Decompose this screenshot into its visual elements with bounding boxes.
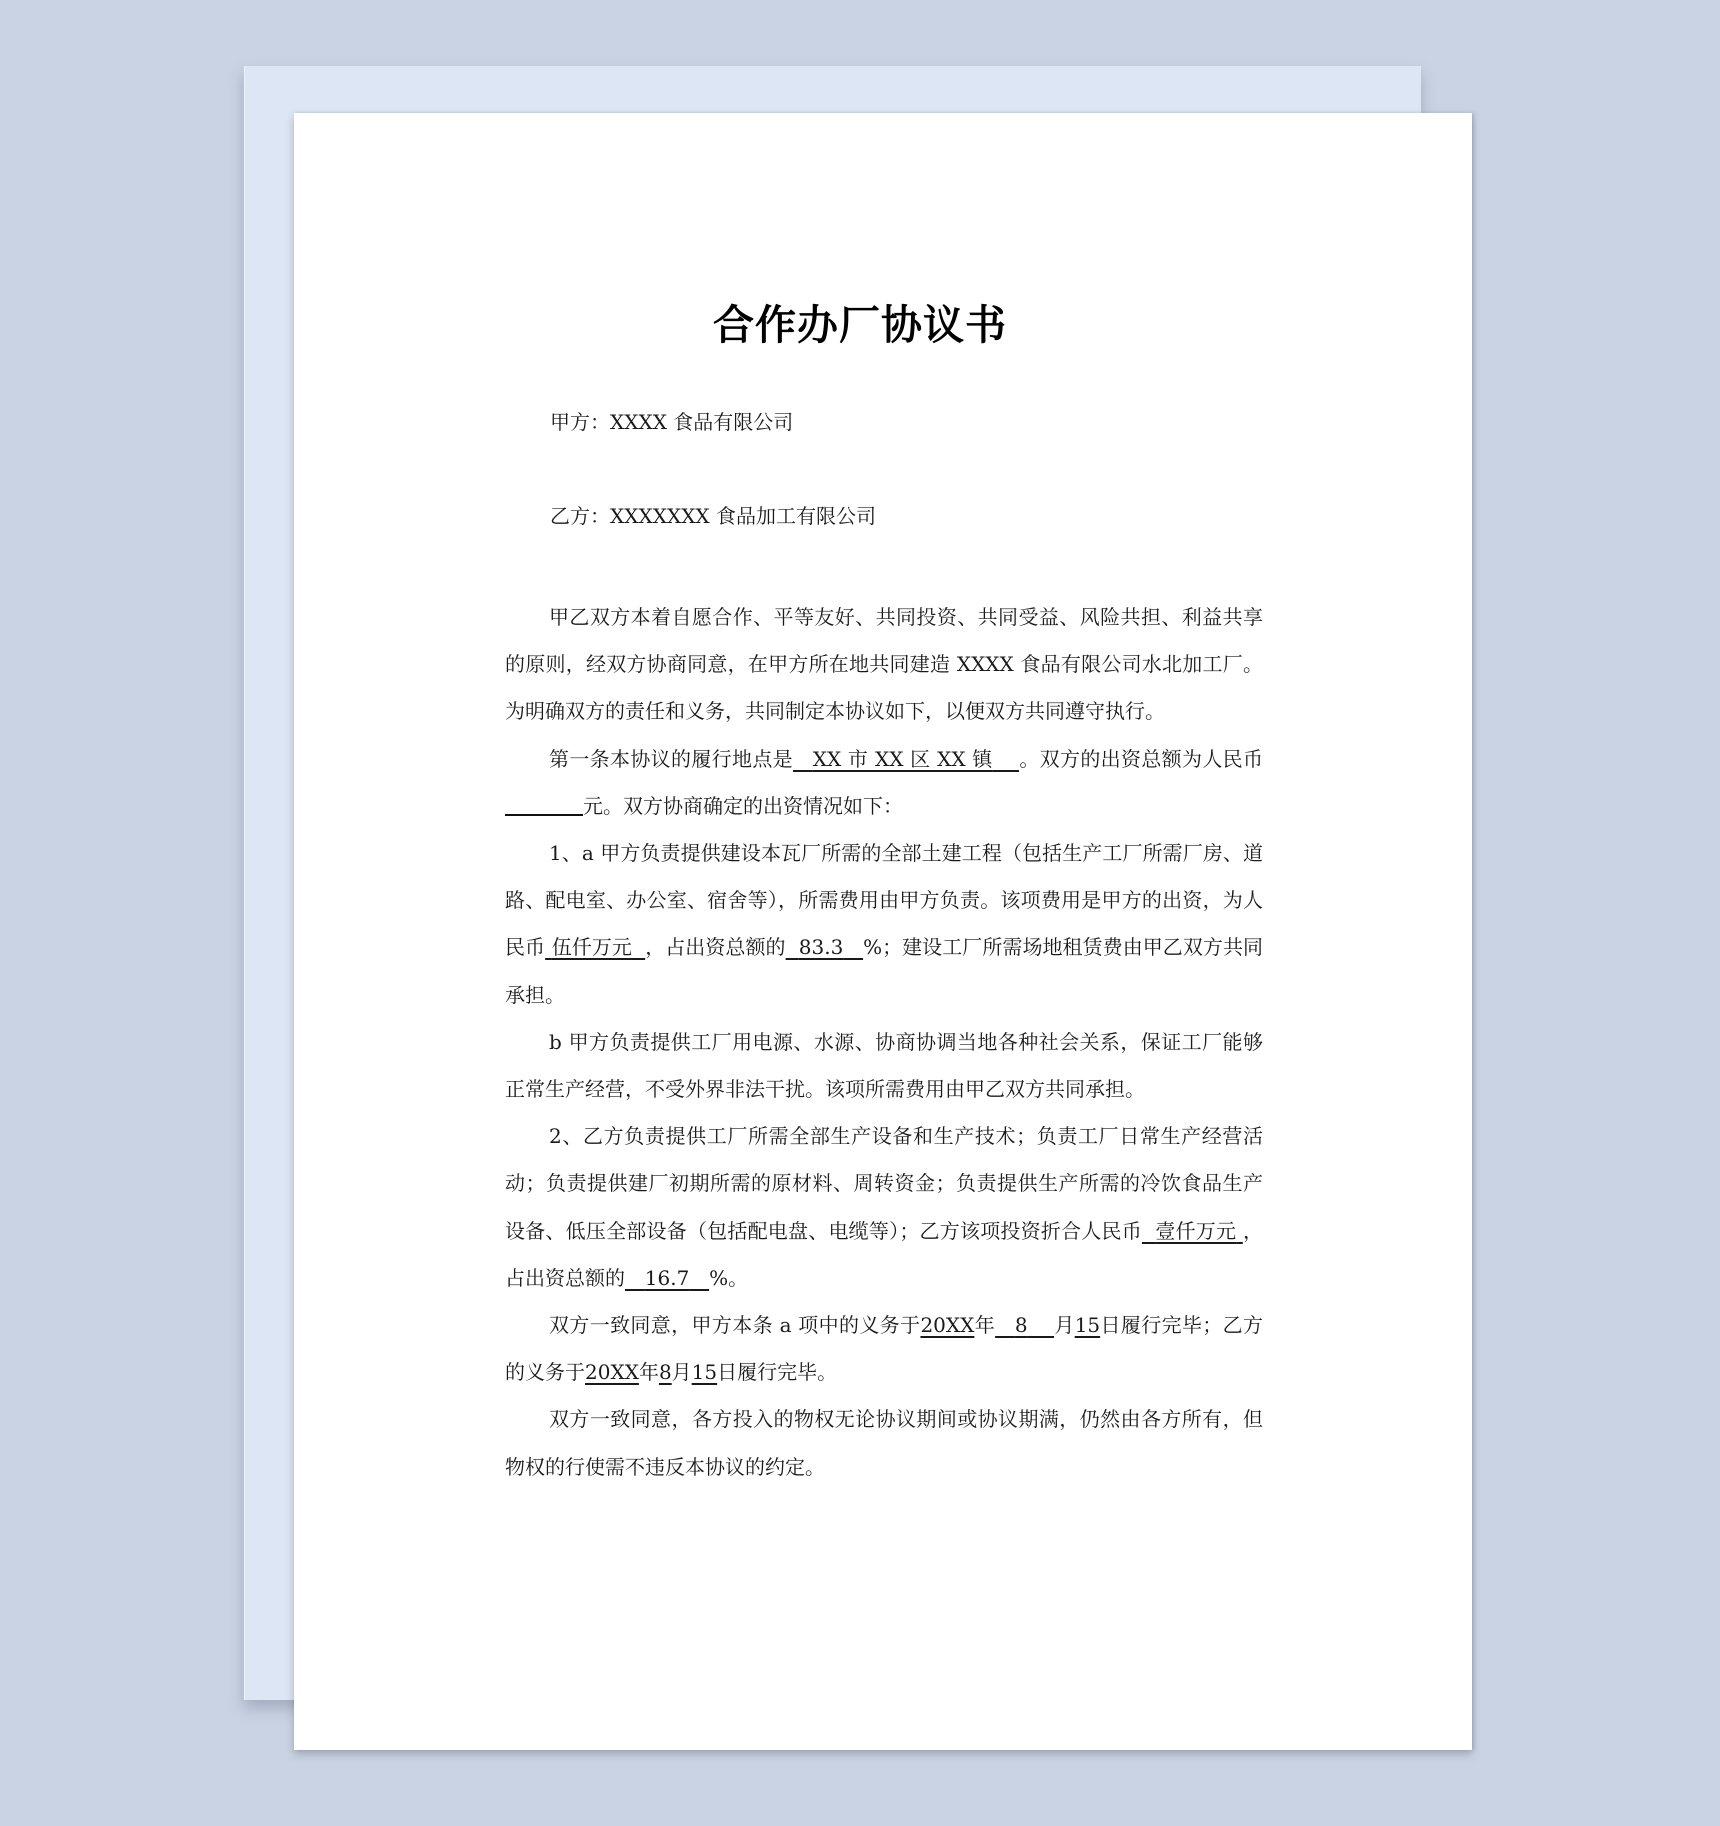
total-amount-blank [505,793,583,816]
article-1-paragraph [505,736,1263,830]
document-body [505,594,1263,1491]
party-a-line: 甲方：XXXX 食品有限公司 [550,410,794,434]
article-1-suffix: 元。双方协商确定的出资情况如下： [583,793,903,818]
schedule-text: 双方一致同意，甲方本条 a 项中的义务于 [549,1313,921,1338]
clause-2-text2: ，占出资总额的 [505,1218,1264,1290]
clause-1a-text: 1、a 甲方负责提供建设本瓦厂所需的全部土建工程（包括生产工厂所需厂房、道路、配电室、办公室、宿舍等），所需费用由甲方负责。该项费用是甲方的出资，为人民币 [505,841,1263,960]
party-a-day: 15 [1074,1313,1101,1338]
party-b-day: 15 [691,1360,718,1385]
party-a-amount-blank [545,935,645,959]
clause-2-text3: %。 [709,1265,749,1290]
schedule-text3: 日履行完毕。 [717,1360,838,1385]
clause-1a-text3: %；建设工厂所需场地租赁费由甲乙双方共同承担。 [505,935,1264,1007]
party-b-amount-blank [1142,1219,1243,1243]
party-a-month: 8 [1014,1313,1028,1338]
schedule-text2: 日履行完毕；乙方的义务于 [505,1313,1264,1385]
party-b-percent-blank [625,1266,709,1290]
location-value: XX 市 XX 区 XX 镇 [812,746,993,771]
clause-2-text: 2、乙方负责提供工厂所需全部生产设备和生产技术；负责工厂日常生产经营活动；负责提供建厂初期所需的原材料、周转资金；负责提供生产所需的冷饮食品生产设备、低压全部设备（包括配电盘、电缆等）；乙方该项投资折合人民币 [505,1124,1263,1243]
party-a-percent: 83.3 [798,935,844,960]
clause-1a-paragraph [505,830,1263,1019]
party-b-percent: 16.7 [644,1265,690,1290]
party-b-line: 乙方：XXXXXXX 食品加工有限公司 [550,504,877,528]
clause-1a-text2: ，占出资总额的 [645,935,786,960]
year-label: 年 [638,1360,659,1385]
document-title: 合作办厂协议书 [713,301,1007,349]
article-1-prefix: 第一条本协议的履行地点是 [549,746,793,771]
party-a-percent-blank [786,935,864,959]
property-paragraph: 双方一致同意，各方投入的物权无论协议期间或协议期满，仍然由各方所有，但物权的行使需不违反本协议的约定。 [505,1407,1263,1479]
month-label: 月 [671,1360,692,1385]
party-b-amount: 壹仟万元 [1155,1218,1237,1243]
party-a-month-blank [995,1313,1054,1337]
party-b-year: 20XX [585,1360,639,1385]
clause-2-paragraph [505,1113,1263,1302]
month-label: 月 [1053,1313,1075,1338]
schedule-paragraph [505,1302,1263,1396]
year-label: 年 [974,1313,996,1338]
party-a-amount: 伍仟万元 [551,935,632,960]
clause-1b-paragraph: b 甲方负责提供工厂用电源、水源、协商协调当地各种社会关系，保证工厂能够正常生产经营，不受外界非法干扰。该项所需费用由甲乙双方共同承担。 [505,1029,1263,1102]
intro-paragraph: 甲乙双方本着自愿合作、平等友好、共同投资、共同受益、风险共担、利益共享的原则，经双方协商同意，在甲方所在地共同建造 XXXX 食品有限公司水北加工厂。为明确双方的责任和义务，共同制定本协议如下，以便双方共同遵守执行。 [505,605,1263,724]
article-1-mid: 。双方的出资总额为人民币 [1019,746,1263,771]
location-blank [793,747,1019,771]
party-a-year: 20XX [920,1313,975,1338]
party-b-month: 8 [658,1360,672,1385]
